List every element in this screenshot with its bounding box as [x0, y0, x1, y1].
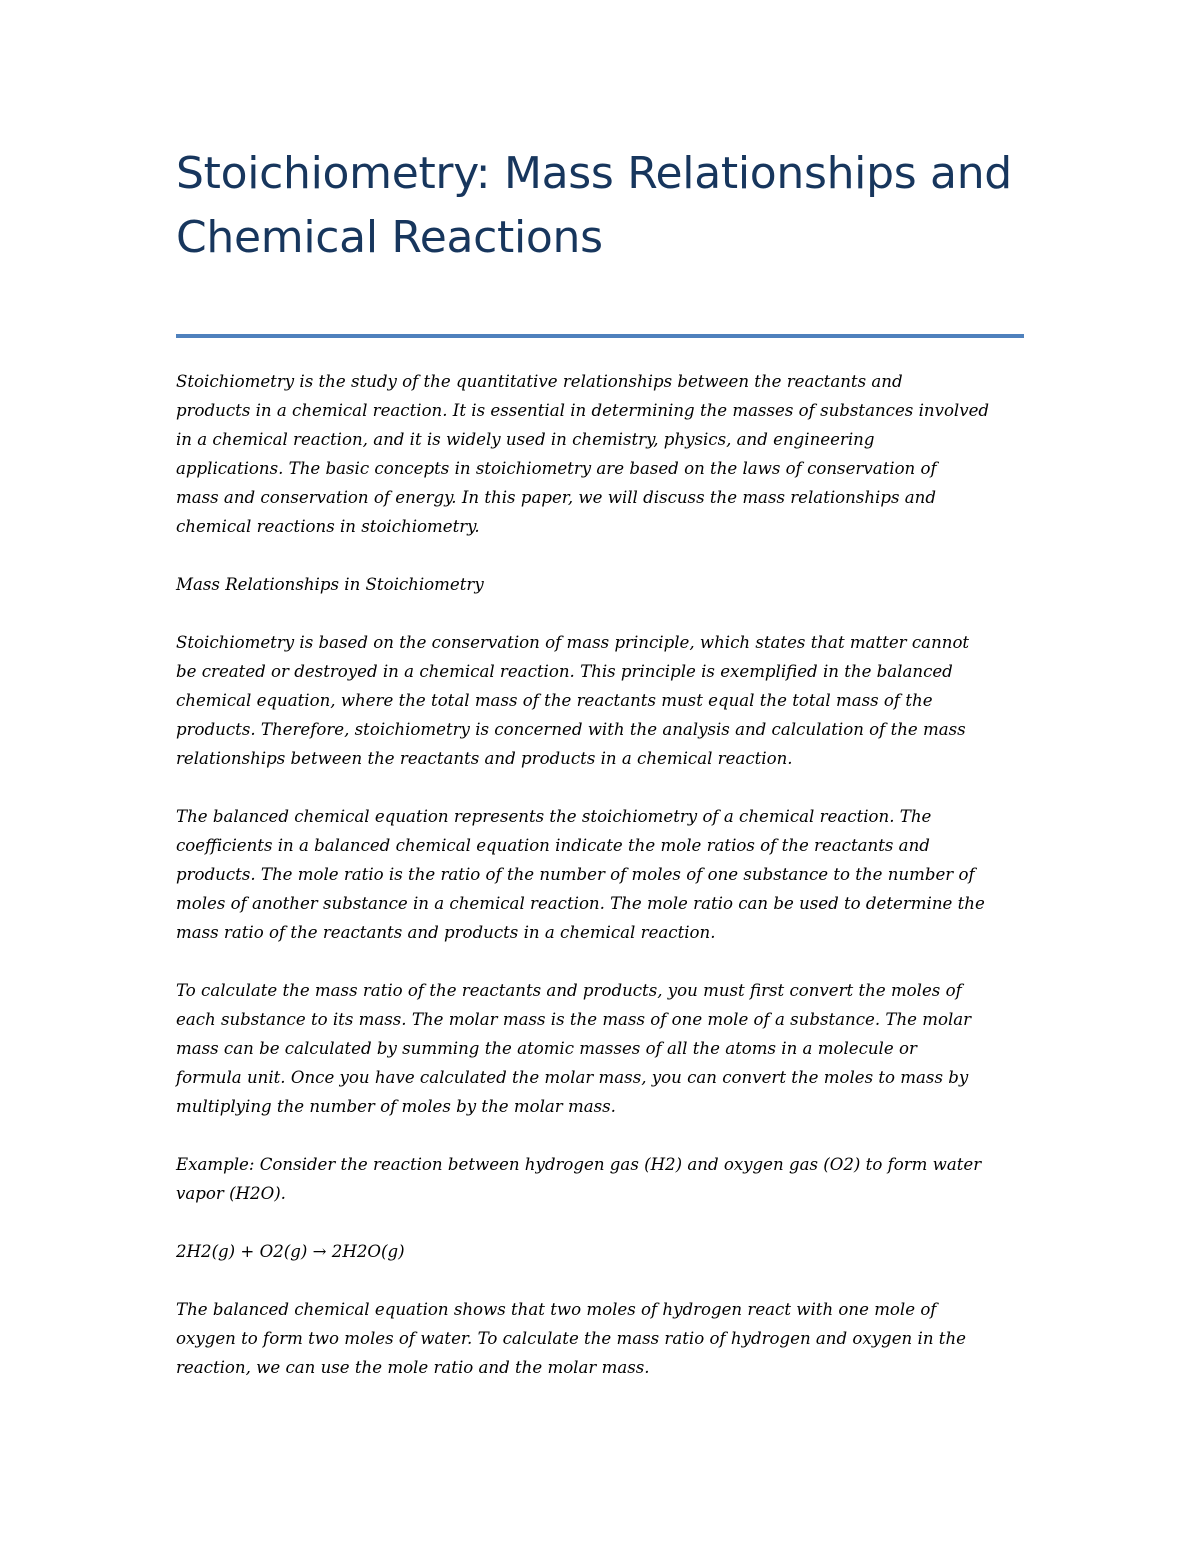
text-line: each substance to its mass. The molar mass is the mass of one mole of a substance. The molar: [176, 1010, 972, 1029]
text-line: oxygen to form two moles of water. To calculate the mass ratio of hydrogen and oxygen in the: [176, 1329, 966, 1348]
text-line: applications. The basic concepts in stoichiometry are based on the laws of conservation of: [176, 459, 937, 478]
body-paragraph: [176, 1295, 1036, 1382]
text-line: vapor (H2O).: [176, 1184, 286, 1203]
section-heading: [176, 570, 1036, 599]
text-line: mass can be calculated by summing the atomic masses of all the atoms in a molecule or: [176, 1039, 917, 1058]
text-line: products in a chemical reaction. It is essential in determining the masses of substances involved: [176, 401, 990, 420]
intro-paragraph: [176, 367, 1036, 541]
text-line: products. The mole ratio is the ratio of the number of moles of one substance to the number of: [176, 865, 975, 884]
document-title: [176, 142, 1036, 270]
text-line: products. Therefore, stoichiometry is concerned with the analysis and calculation of the mass: [176, 720, 966, 739]
body-paragraph: [176, 802, 1036, 947]
text-line: multiplying the number of moles by the molar mass.: [176, 1097, 616, 1116]
text-line: formula unit. Once you have calculated the molar mass, you can convert the moles to mass by: [176, 1068, 969, 1087]
text-line: moles of another substance in a chemical reaction. The mole ratio can be used to determine the: [176, 894, 985, 913]
chemical-equation: [176, 1237, 1036, 1266]
title-line: Chemical Reactions: [176, 212, 603, 263]
body-paragraph: [176, 976, 1036, 1121]
title-divider: [176, 334, 1024, 338]
text-line: chemical reactions in stoichiometry.: [176, 517, 480, 536]
text-line: in a chemical reaction, and it is widely used in chemistry, physics, and engineering: [176, 430, 875, 449]
body-paragraph: [176, 628, 1036, 773]
text-line: reaction, we can use the mole ratio and the molar mass.: [176, 1358, 650, 1377]
text-line: The balanced chemical equation shows that two moles of hydrogen react with one mole of: [176, 1300, 937, 1319]
text-line: chemical equation, where the total mass of the reactants must equal the total mass of the: [176, 691, 933, 710]
text-line: Example: Consider the reaction between hydrogen gas (H2) and oxygen gas (O2) to form water: [176, 1155, 982, 1174]
example-paragraph: [176, 1150, 1036, 1208]
text-line: The balanced chemical equation represents the stoichiometry of a chemical reaction. The: [176, 807, 932, 826]
text-line: coefficients in a balanced chemical equation indicate the mole ratios of the reactants and: [176, 836, 930, 855]
text-line: To calculate the mass ratio of the reactants and products, you must first convert the moles of: [176, 981, 962, 1000]
text-line: Stoichiometry is based on the conservation of mass principle, which states that matter cannot: [176, 633, 970, 652]
text-line: Stoichiometry is the study of the quantitative relationships between the reactants and: [176, 372, 903, 391]
text-line: Mass Relationships in Stoichiometry: [176, 575, 484, 594]
document-body: [176, 367, 1036, 1411]
text-line: relationships between the reactants and products in a chemical reaction.: [176, 749, 793, 768]
text-line: mass and conservation of energy. In this paper, we will discuss the mass relationships and: [176, 488, 936, 507]
title-line: Stoichiometry: Mass Relationships and: [176, 148, 1012, 199]
text-line: be created or destroyed in a chemical reaction. This principle is exemplified in the balanced: [176, 662, 953, 681]
text-line: mass ratio of the reactants and products in a chemical reaction.: [176, 923, 716, 942]
text-line: 2H2(g) + O2(g) → 2H2O(g): [176, 1242, 405, 1261]
